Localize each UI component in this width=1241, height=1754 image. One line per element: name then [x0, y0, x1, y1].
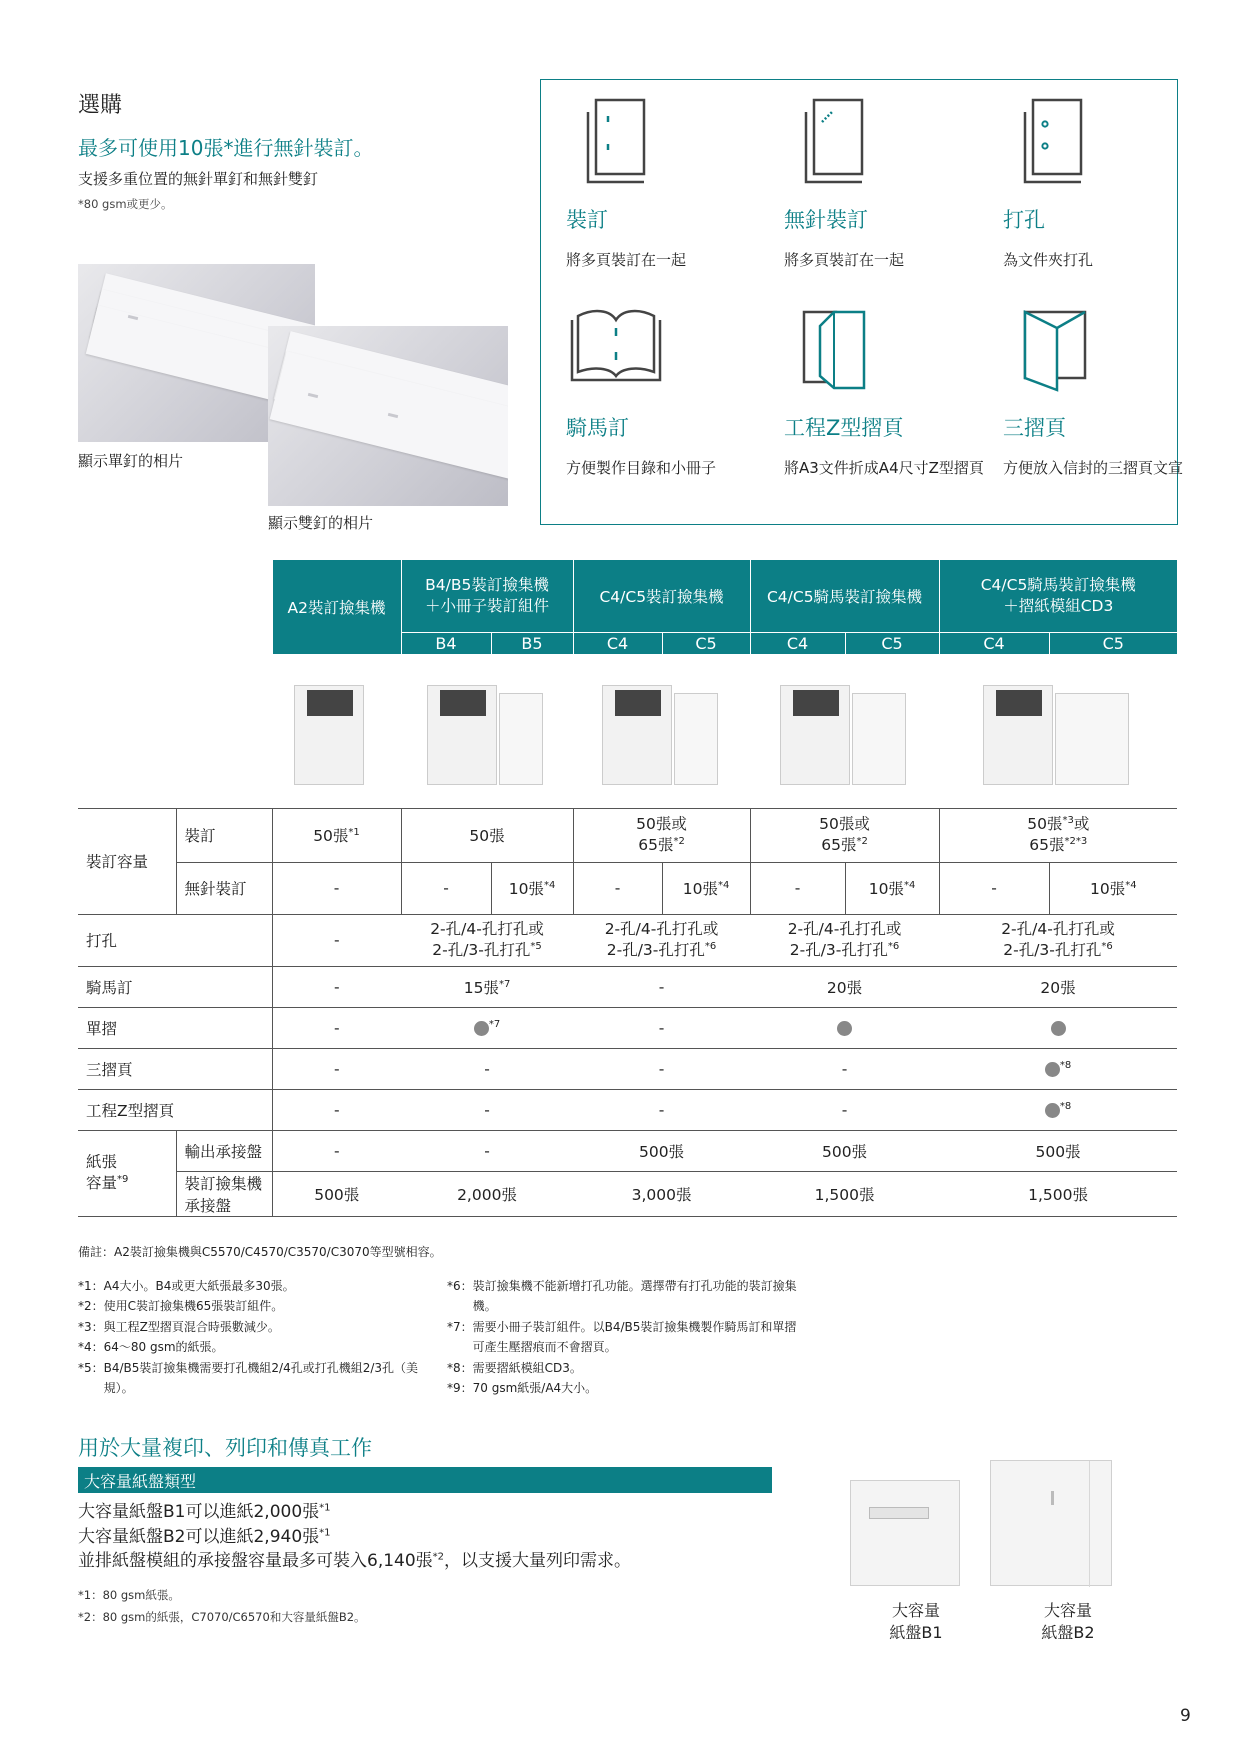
footnote: *3： 與工程Z型摺頁混合時張數減少。 — [78, 1319, 280, 1334]
feature-desc: 將A3文件折成A4尺寸Z型摺頁 — [784, 459, 984, 477]
row-z-fold — [78, 1089, 1177, 1130]
tri-fold-icon — [1003, 298, 1103, 398]
feature-title: 無針裝訂 — [784, 208, 868, 232]
cell: - — [573, 1007, 750, 1048]
cell: - — [750, 862, 845, 914]
cell: 10張$^{*4}$ — [845, 862, 939, 914]
machine-b4b5-image — [427, 671, 547, 791]
feature-booklet — [566, 298, 766, 480]
row-label: 騎馬訂 — [78, 966, 272, 1007]
cell: 10張$^{*4}$ — [662, 862, 750, 914]
cell — [750, 1007, 939, 1048]
printer-body — [427, 685, 497, 785]
row-label: 單摺 — [78, 1007, 272, 1048]
printer-body — [983, 685, 1053, 785]
cell: 2-孔/4-孔打孔或 2-孔/3-孔打孔$^{*6}$ — [573, 914, 750, 966]
subheadline: 支援多重位置的無針單釘和無針雙釘 — [78, 170, 319, 188]
tray-b1-image — [850, 1480, 960, 1586]
staple-free-icon — [784, 90, 884, 190]
cell: 1,500張 — [939, 1171, 1177, 1216]
photo1-caption: 顯示單釘的相片 — [78, 452, 184, 470]
cell: - — [401, 1048, 573, 1089]
feature-desc: 為文件夾打孔 — [1003, 251, 1094, 269]
bulk-line: 大容量紙盤B2可以進紙2,940張$^{*1}$ — [78, 1526, 331, 1547]
feature-staple — [566, 90, 766, 272]
finisher-body — [674, 693, 718, 785]
cell: - — [573, 1089, 750, 1130]
cell: 50張或 65張$^{*2}$ — [750, 808, 939, 862]
bulk-line: 並排紙盤模組的承接盤容量最多可裝入6,140張$^{*2}$，以支援大量列印需求。 — [78, 1551, 632, 1572]
printer-panel — [793, 690, 839, 716]
row-label: 打孔 — [78, 914, 272, 966]
subheader: C5 — [1049, 632, 1177, 654]
dot-icon — [474, 1021, 489, 1036]
tray-b2-caption: 大容量 紙盤B2 — [1041, 1601, 1095, 1642]
cell: - — [573, 1048, 750, 1089]
cell: - — [750, 1048, 939, 1089]
machine-a2-image — [294, 671, 380, 791]
printer-panel — [307, 690, 353, 716]
row-punch — [78, 914, 1177, 966]
cell: 3,000張 — [573, 1171, 750, 1216]
feature-title: 騎馬訂 — [566, 416, 629, 440]
cell: - — [573, 862, 662, 914]
feature-title: 三摺頁 — [1003, 416, 1066, 440]
printer-panel — [996, 690, 1042, 716]
cell: 50張$^{*3}$或 65張$^{*2*3}$ — [939, 808, 1177, 862]
spec-table — [78, 560, 1177, 1217]
cell: 2-孔/4-孔打孔或 2-孔/3-孔打孔$^{*6}$ — [939, 914, 1177, 966]
dot-icon — [1045, 1103, 1060, 1118]
cell: 2-孔/4-孔打孔或 2-孔/3-孔打孔$^{*5}$ — [401, 914, 573, 966]
feature-staple-free — [784, 90, 984, 272]
cell: 50張或 65張$^{*2}$ — [573, 808, 750, 862]
dot-icon — [1045, 1062, 1060, 1077]
row-staple-free — [78, 862, 1177, 914]
cell: 500張 — [272, 1171, 401, 1216]
printer-body — [780, 685, 850, 785]
feature-title: 裝訂 — [566, 208, 608, 232]
feature-punch — [1003, 90, 1203, 272]
cell — [939, 1007, 1177, 1048]
cell: - — [272, 1007, 401, 1048]
finisher-body — [499, 693, 543, 785]
header-a2: A2裝訂撿集機 — [272, 560, 401, 654]
row-label: 裝訂 — [176, 808, 272, 862]
row-label: 工程Z型摺頁 — [78, 1089, 272, 1130]
cell: 50張 — [401, 808, 573, 862]
subheader: C4 — [939, 632, 1049, 654]
feature-title: 工程Z型摺頁 — [784, 416, 904, 440]
printer-panel — [440, 690, 486, 716]
footnote: *1： A4大小。B4或更大紙張最多30張。 — [78, 1279, 295, 1293]
page-number: 9 — [1180, 1706, 1191, 1726]
footnote: *2： 使用C裝訂撿集機65張裝訂組件。 — [78, 1299, 284, 1314]
tray-b2-image — [990, 1460, 1112, 1586]
row-output-tray — [78, 1130, 1177, 1171]
feature-desc: 將多頁裝訂在一起 — [566, 251, 687, 269]
header-c4c5-saddle: C4/C5騎馬裝訂撿集機 — [750, 560, 939, 632]
footnotes-right — [447, 1276, 807, 1398]
cell: 15張$^{*7}$ — [401, 966, 573, 1007]
feature-desc: 將多頁裝訂在一起 — [784, 251, 905, 269]
section-title: 選購 — [78, 93, 123, 118]
cell: 500張 — [573, 1130, 750, 1171]
cell: - — [750, 1089, 939, 1130]
cell: - — [401, 1130, 573, 1171]
subheader: B4 — [401, 632, 491, 654]
row-tri-fold — [78, 1048, 1177, 1089]
cell: *7 — [401, 1007, 573, 1048]
feature-desc: 方便製作目錄和小冊子 — [566, 459, 717, 477]
row-label: 紙張 容量$^{*9}$ — [78, 1130, 176, 1216]
photo2-caption: 顯示雙釘的相片 — [268, 514, 374, 532]
machine-c4c5-cd3-image — [983, 671, 1133, 791]
cell: 500張 — [939, 1130, 1177, 1171]
tray-b1-caption: 大容量 紙盤B1 — [889, 1601, 943, 1642]
feature-box — [540, 79, 1184, 525]
machine-c4c5-saddle-image — [780, 671, 910, 791]
header-b4b5: B4/B5裝訂撿集機 ＋小冊子裝訂組件 — [401, 560, 573, 632]
subheader: C5 — [845, 632, 939, 654]
cell: *8 — [939, 1089, 1177, 1130]
cell: - — [939, 862, 1049, 914]
row-label: 無針裝訂 — [176, 862, 272, 914]
bulk-description — [78, 1500, 631, 1574]
cell: 10張$^{*4}$ — [1049, 862, 1177, 914]
row-label: 三摺頁 — [78, 1048, 272, 1089]
staple-icon — [566, 90, 666, 190]
cell: 1,500張 — [750, 1171, 939, 1216]
cell: - — [272, 1130, 401, 1171]
cell: 2,000張 — [401, 1171, 573, 1216]
dot-icon — [1051, 1021, 1066, 1036]
row-finisher-tray — [78, 1171, 1177, 1216]
bulk-band: 大容量紙盤類型 — [78, 1467, 772, 1493]
footnote: *2：80 gsm的紙張，C7070/C6570和大容量紙盤B2。 — [78, 1609, 366, 1624]
bulk-section-title: 用於大量複印、列印和傳真工作 — [78, 1436, 372, 1460]
cell: 500張 — [750, 1130, 939, 1171]
cell: - — [272, 862, 401, 914]
subheader: C5 — [662, 632, 750, 654]
cell: - — [272, 966, 401, 1007]
remark: 備註：A2裝訂撿集機與C5570/C4570/C3570/C3070等型號相容。 — [78, 1245, 442, 1259]
subheader: C4 — [573, 632, 662, 654]
row-label: 裝訂容量 — [78, 808, 176, 914]
footnote: *1：80 gsm紙張。 — [78, 1588, 180, 1602]
subheader: B5 — [491, 632, 573, 654]
cell: - — [272, 914, 401, 966]
cell: - — [401, 1089, 573, 1130]
double-staple-photo — [268, 326, 508, 506]
subheader: C4 — [750, 632, 845, 654]
printer-body — [602, 685, 672, 785]
printer-panel — [615, 690, 661, 716]
footnote: *9： 70 gsm紙張/A4大小。 — [447, 1380, 598, 1395]
bulk-footnotes — [78, 1585, 366, 1629]
cell: - — [272, 1048, 401, 1089]
cell: - — [272, 1089, 401, 1130]
cell: 10張$^{*4}$ — [491, 862, 573, 914]
cell: 20張 — [939, 966, 1177, 1007]
booklet-icon — [566, 298, 666, 398]
row-staple — [78, 808, 1177, 862]
footnote: *6： 裝訂撿集機不能新增打孔功能。選擇帶有打孔功能的裝訂撿集機。 — [447, 1279, 797, 1314]
cell: - — [401, 862, 491, 914]
z-fold-icon — [784, 298, 884, 398]
footnote: *8： 需要摺紙模組CD3。 — [447, 1360, 582, 1375]
machine-c4c5-image — [602, 671, 722, 791]
feature-tri-fold — [1003, 298, 1203, 480]
cell: *8 — [939, 1048, 1177, 1089]
bulk-line: 大容量紙盤B1可以進紙2,000張$^{*1}$ — [78, 1502, 331, 1522]
footnote-gsm: *80 gsm或更少。 — [78, 197, 173, 211]
row-label: 輸出承接盤 — [176, 1130, 272, 1171]
cell: - — [573, 966, 750, 1007]
header-c4c5: C4/C5裝訂撿集機 — [573, 560, 750, 632]
dot-icon — [837, 1021, 852, 1036]
headline: 最多可使用10張*進行無針裝訂。 — [78, 136, 374, 160]
punch-icon — [1003, 90, 1103, 190]
cell: 20張 — [750, 966, 939, 1007]
row-saddle — [78, 966, 1177, 1007]
footnote: *7： 需要小冊子裝訂組件。以B4/B5裝訂撿集機製作騎馬訂和單摺可產生壓摺痕而不會摺頁。 — [447, 1319, 797, 1355]
row-single-fold — [78, 1007, 1177, 1048]
header-c4c5-cd3: C4/C5騎馬裝訂撿集機 ＋摺紙模組CD3 — [939, 560, 1177, 632]
feature-title: 打孔 — [1003, 208, 1045, 232]
feature-desc: 方便放入信封的三摺頁文宣 — [1003, 459, 1184, 477]
cell: 50張$^{*1}$ — [272, 808, 401, 862]
finisher-body — [1055, 693, 1129, 785]
footnotes-left — [78, 1276, 438, 1398]
printer-body — [294, 685, 364, 785]
cell: 2-孔/4-孔打孔或 2-孔/3-孔打孔$^{*6}$ — [750, 914, 939, 966]
footnote: *5： B4/B5裝訂撿集機需要打孔機組2/4孔或打孔機組2/3孔（美規）。 — [78, 1360, 419, 1395]
footnote: *4： 64～80 gsm的紙張。 — [78, 1340, 224, 1355]
finisher-body — [852, 693, 906, 785]
feature-z-fold — [784, 298, 984, 480]
row-label: 裝訂撿集機承接盤 — [176, 1171, 272, 1216]
